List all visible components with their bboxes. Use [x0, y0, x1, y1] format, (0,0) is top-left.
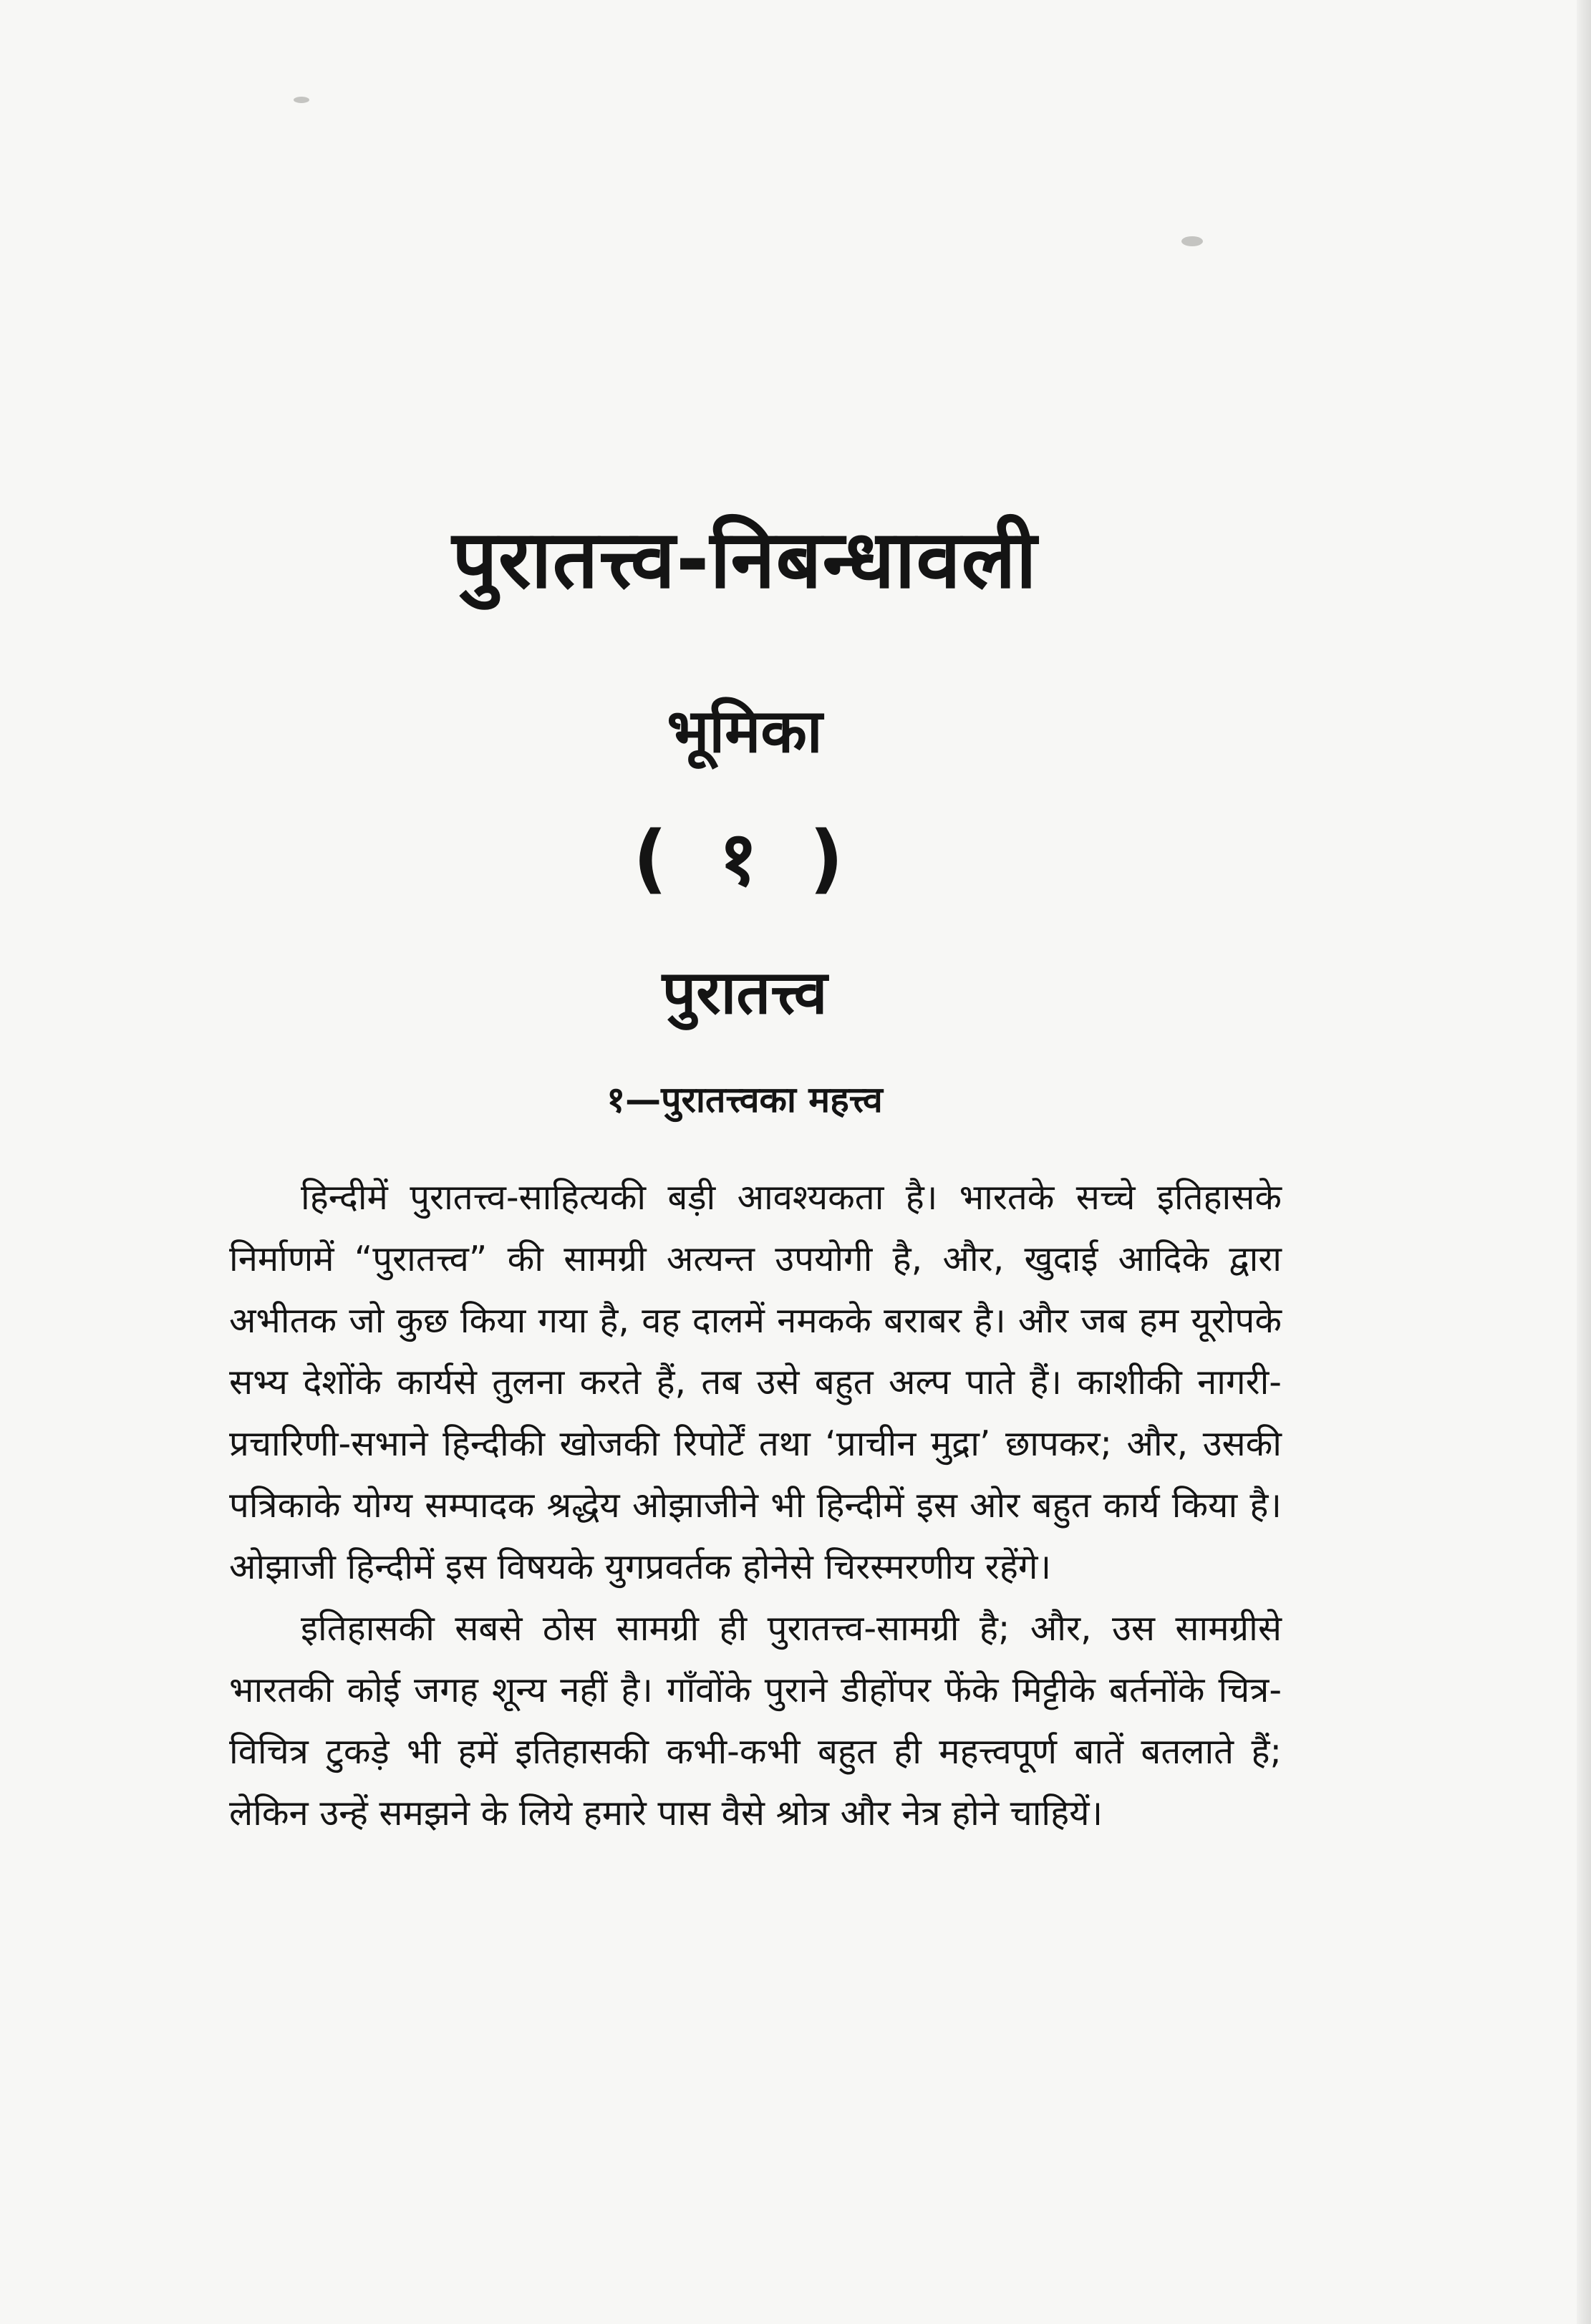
ink-smudge — [1181, 236, 1203, 246]
chapter-title: पुरातत्त्व — [662, 957, 828, 1027]
chapter-number: ( १ ) — [633, 815, 856, 902]
paragraph: हिन्दीमें पुरातत्त्व-साहित्यकी बड़ी आवश्यकता है। भारतके सच्चे इतिहासके निर्माणमें “पुरातत्त्व” की सामग्री अत्यन्त उपयोगी है, और, खुदाई आदिके द्वारा अभीतक जो कुछ किया गया है, वह दालमें नमकके बराबर है। और जब हम यूरोपके सभ्य देशोंके कार्यसे तुलना करते हैं, तब उसे बहुत अल्प पाते हैं। काशीकी नागरी-प्रचारिणी-सभाने हिन्दीकी खोजकी रिपोर्टें तथा ‘प्राचीन मुद्रा’ छापकर; और, उसकी पत्रिकाके योग्य सम्पादक श्रद्धेय ओझाजीने भी हिन्दीमें इस ओर बहुत कार्य किया है। ओझाजी हिन्दीमें इस विषयके युगप्रवर्तक होनेसे चिरस्मरणीय रहेंगे। — [229, 1177, 1282, 1587]
book-title: पुरातत्त्व-निबन्धावली — [452, 513, 1038, 606]
subheading: १—पुरातत्त्वका महत्त्व — [606, 1079, 883, 1120]
page-edge-shadow — [1577, 0, 1591, 2324]
section-title: भूमिका — [667, 696, 823, 766]
ink-smudge — [294, 97, 309, 103]
body-text — [229, 1167, 1282, 1844]
paragraph: इतिहासकी सबसे ठोस सामग्री ही पुरातत्त्व-सामग्री है; और, उस सामग्रीसे भारतकी कोई जगह शून्य नहीं है। गाँवोंके पुराने डीहोंपर फेंके मिट्टीके बर्तनोंके चित्र-विचित्र टुकड़े भी हमें इतिहासकी कभी-कभी बहुत ही महत्त्वपूर्ण बातें बतलाते हैं; लेकिन उन्हें समझने के लिये हमारे पास वैसे श्रोत्र और नेत्र होने चाहियें। — [229, 1608, 1282, 1834]
